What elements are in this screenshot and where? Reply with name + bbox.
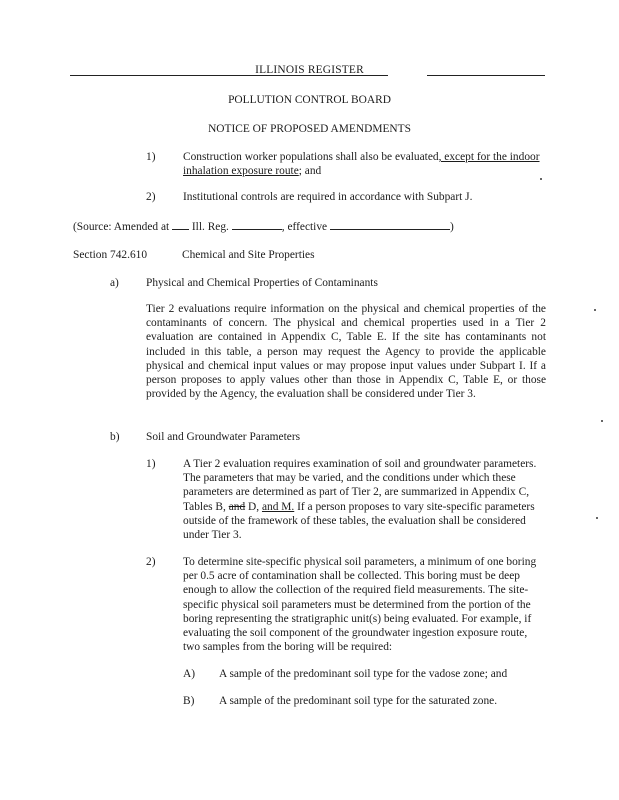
subsection-b-heading: Soil and Groundwater Parameters [146, 431, 301, 443]
scan-speck [594, 309, 596, 311]
subitem-b-marker: B) [183, 695, 195, 707]
item-1-text: A Tier 2 evaluation requires examination of soil and groundwater parameters. The parameters that may be varied, and the conditions under which these parameters are determined as part of Tier 2, are summarized in Appendix C, Tables B, and D, and M. If a person proposes to vary site-specific parameters outside of the framework of these tables, the evaluation shall be considered under Tier 3. [183, 458, 537, 542]
subitem-b-text: A sample of the predominant soil type for the saturated zone. [219, 695, 498, 707]
notice-title: NOTICE OF PROPOSED AMENDMENTS [208, 123, 411, 135]
item-1-marker: 1) [146, 458, 156, 470]
subsection-a-heading: Physical and Chemical Properties of Contaminants [146, 277, 378, 289]
list-marker: 1) [146, 151, 156, 163]
scan-speck [601, 420, 603, 422]
section-number: Section 742.610 [73, 249, 148, 261]
blank-volume [172, 219, 189, 230]
subsection-b-marker: b) [110, 431, 120, 443]
source-line: (Source: Amended at Ill. Reg. , effective ) [73, 221, 454, 233]
added-text: and M. [261, 500, 295, 513]
register-title: ILLINOIS REGISTER [255, 64, 364, 76]
section-title: Chemical and Site Properties [182, 249, 315, 261]
blank-page [232, 219, 282, 230]
list-item-text: Construction worker populations shall also be evaluated, except for the indoor inhalation exposure route; and [183, 151, 540, 178]
scan-speck [540, 178, 542, 180]
board-name: POLLUTION CONTROL BOARD [228, 94, 391, 106]
subitem-a-text: A sample of the predominant soil type for the vadose zone; and [219, 668, 508, 680]
subitem-a-marker: A) [183, 668, 196, 680]
deleted-text: and [228, 500, 246, 513]
item-2-marker: 2) [146, 556, 156, 568]
list-item-text: Institutional controls are required in accordance with Subpart J. [183, 191, 473, 203]
subsection-a-body: Tier 2 evaluations require information on the physical and chemical properties of the contaminants of concern. The physical and chemical properties used in a Tier 2 evaluation are contained in Appendix C, Table E. If the site has contaminants not included in this table, a person may request the Agency to provide the applicable physical and chemical input values or may propose input values under Subpart I. If a person proposes to apply values other than those in Appendix C, Table E, or those provided by the Agency, the evaluation shall be considered under Tier 3. [146, 303, 546, 401]
scan-speck [596, 517, 598, 519]
added-text: , except for the indoor inhalation exposure route [183, 151, 540, 178]
blank-date [330, 219, 450, 230]
subsection-a-marker: a) [110, 277, 119, 289]
list-marker: 2) [146, 191, 156, 203]
item-2-text: To determine site-specific physical soil parameters, a minimum of one boring per 0.5 acre of contamination shall be collected. This boring must be deep enough to allow the collection of the required field measurements. The site-specific physical soil parameters must be determined from the portion of the boring representing the stratigraphic unit(s) being evaluated. For example, if evaluating the soil component of the groundwater ingestion exposure route, two samples from the boring will be required: [183, 556, 537, 654]
